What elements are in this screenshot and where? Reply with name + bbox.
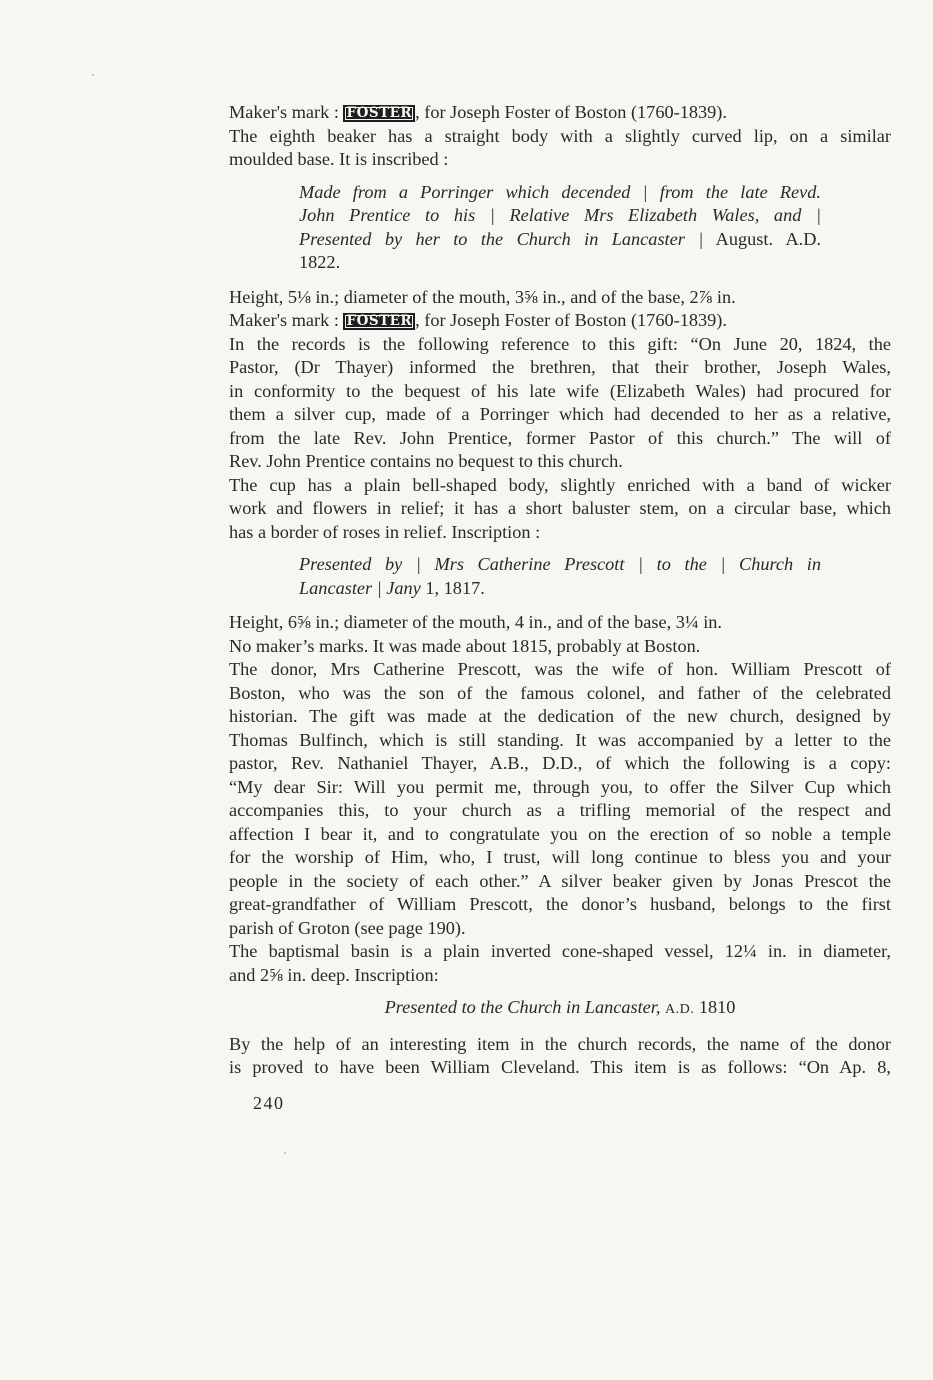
- page-body: [229, 101, 891, 1080]
- paragraph-line: Pastor, (Dr Thayer) informed the brethren, that their brother, Joseph Wales,: [229, 357, 891, 377]
- makers-mark-line-2: Maker's mark : FOSTER , for Joseph Foster of Boston (1760-1839).: [229, 310, 727, 330]
- paragraph-line: Boston, who was the son of the famous colonel, and father of the celebrated: [229, 682, 891, 703]
- paragraph-line: Rev. John Prentice contains no bequest to this church.: [229, 451, 623, 471]
- inscription-line: Presented by her to the Church in Lancaster | August. A.D.: [299, 228, 821, 249]
- paragraph-line: from the late Rev. John Prentice, former Pastor of this church.” The will of: [229, 427, 891, 448]
- paragraph-line: The cup has a plain bell-shaped body, slightly enriched with a band of wicker: [229, 474, 891, 495]
- paragraph-line: for the worship of Him, who, I trust, will long continue to bless you and your: [229, 847, 891, 867]
- paragraph-line: is proved to have been William Cleveland. This item is as follows: “On Ap. 8,: [229, 1057, 891, 1077]
- paragraph-line: The donor, Mrs Catherine Prescott, was the wife of hon. William Prescott of: [229, 659, 891, 679]
- paragraph-line: In the records is the following reference to this gift: “On June 20, 1824, the: [229, 333, 891, 354]
- inscription-block-2: [299, 553, 821, 600]
- paragraph-line: has a border of roses in relief. Inscription :: [229, 521, 541, 542]
- paragraph-line: moulded base. It is inscribed :: [229, 149, 449, 169]
- foster-mark-stamp: FOSTER: [343, 313, 415, 330]
- paragraph-line: The baptismal basin is a plain inverted cone-shaped vessel, 12¼ in. in diameter,: [229, 941, 891, 961]
- height-line-1: Height, 5⅛ in.; diameter of the mouth, 3⅝ in., and of the base, 2⅞ in.: [229, 286, 736, 307]
- paragraph-line: parish of Groton (see page 190).: [229, 917, 466, 938]
- inscription-line: 1822.: [299, 252, 341, 272]
- page-number: 240: [253, 1093, 285, 1113]
- paragraph-line: in conformity to the bequest of his late wife (Elizabeth Wales) had procured for: [229, 380, 891, 401]
- paragraph-line: work and flowers in relief; it has a short baluster stem, on a circular base, which: [229, 498, 891, 518]
- makers-mark-line-1: Maker's mark : FOSTER , for Joseph Foster of Boston (1760-1839).: [229, 102, 727, 122]
- paragraph-line: By the help of an interesting item in the church records, the name of the donor: [229, 1033, 891, 1054]
- paper-speck: [284, 1152, 286, 1154]
- paragraph-line: The eighth beaker has a straight body with a slightly curved lip, on a similar: [229, 125, 891, 146]
- paragraph-line: “My dear Sir: Will you permit me, through you, to offer the Silver Cup which: [229, 776, 891, 797]
- paragraph-line: historian. The gift was made at the dedication of the new church, designed by: [229, 706, 891, 726]
- paragraph-line: pastor, Rev. Nathaniel Thayer, A.B., D.D., of which the following is a copy:: [229, 753, 891, 773]
- paragraph-line: people in the society of each other.” A silver beaker given by Jonas Prescot the: [229, 870, 891, 891]
- inscription-line: Made from a Porringer which decended | from the late Revd.: [299, 181, 821, 202]
- paper-speck: [92, 74, 94, 76]
- inscription-block-3: Presented to the Church in Lancaster, A.D. 1810: [384, 997, 736, 1017]
- paragraph-line: affection I bear it, and to congratulate you on the erection of so noble a temple: [229, 823, 891, 844]
- inscription-line: Presented by | Mrs Catherine Prescott | to the | Church in: [299, 554, 821, 574]
- inscription-line: John Prentice to his | Relative Mrs Elizabeth Wales, and |: [299, 205, 821, 225]
- inscription-block-1: [299, 181, 821, 275]
- paragraph-line: No maker’s marks. It was made about 1815, probably at Boston.: [229, 635, 701, 656]
- paragraph-line: Thomas Bulfinch, which is still standing. It was accompanied by a letter to the: [229, 729, 891, 750]
- paragraph-line: them a silver cup, made of a Porringer which had decended to her as a relative,: [229, 404, 891, 424]
- paragraph-line: accompanies this, to your church as a trifling memorial of the respect and: [229, 800, 891, 820]
- inscription-line: Lancaster | Jany 1, 1817.: [299, 577, 485, 598]
- paragraph-line: and 2⅝ in. deep. Inscription:: [229, 964, 439, 985]
- paragraph-line: great-grandfather of William Prescott, the donor’s husband, belongs to the first: [229, 894, 891, 914]
- paragraph-line: Height, 6⅝ in.; diameter of the mouth, 4 in., and of the base, 3¼ in.: [229, 612, 722, 632]
- foster-mark-stamp: FOSTER: [343, 105, 415, 122]
